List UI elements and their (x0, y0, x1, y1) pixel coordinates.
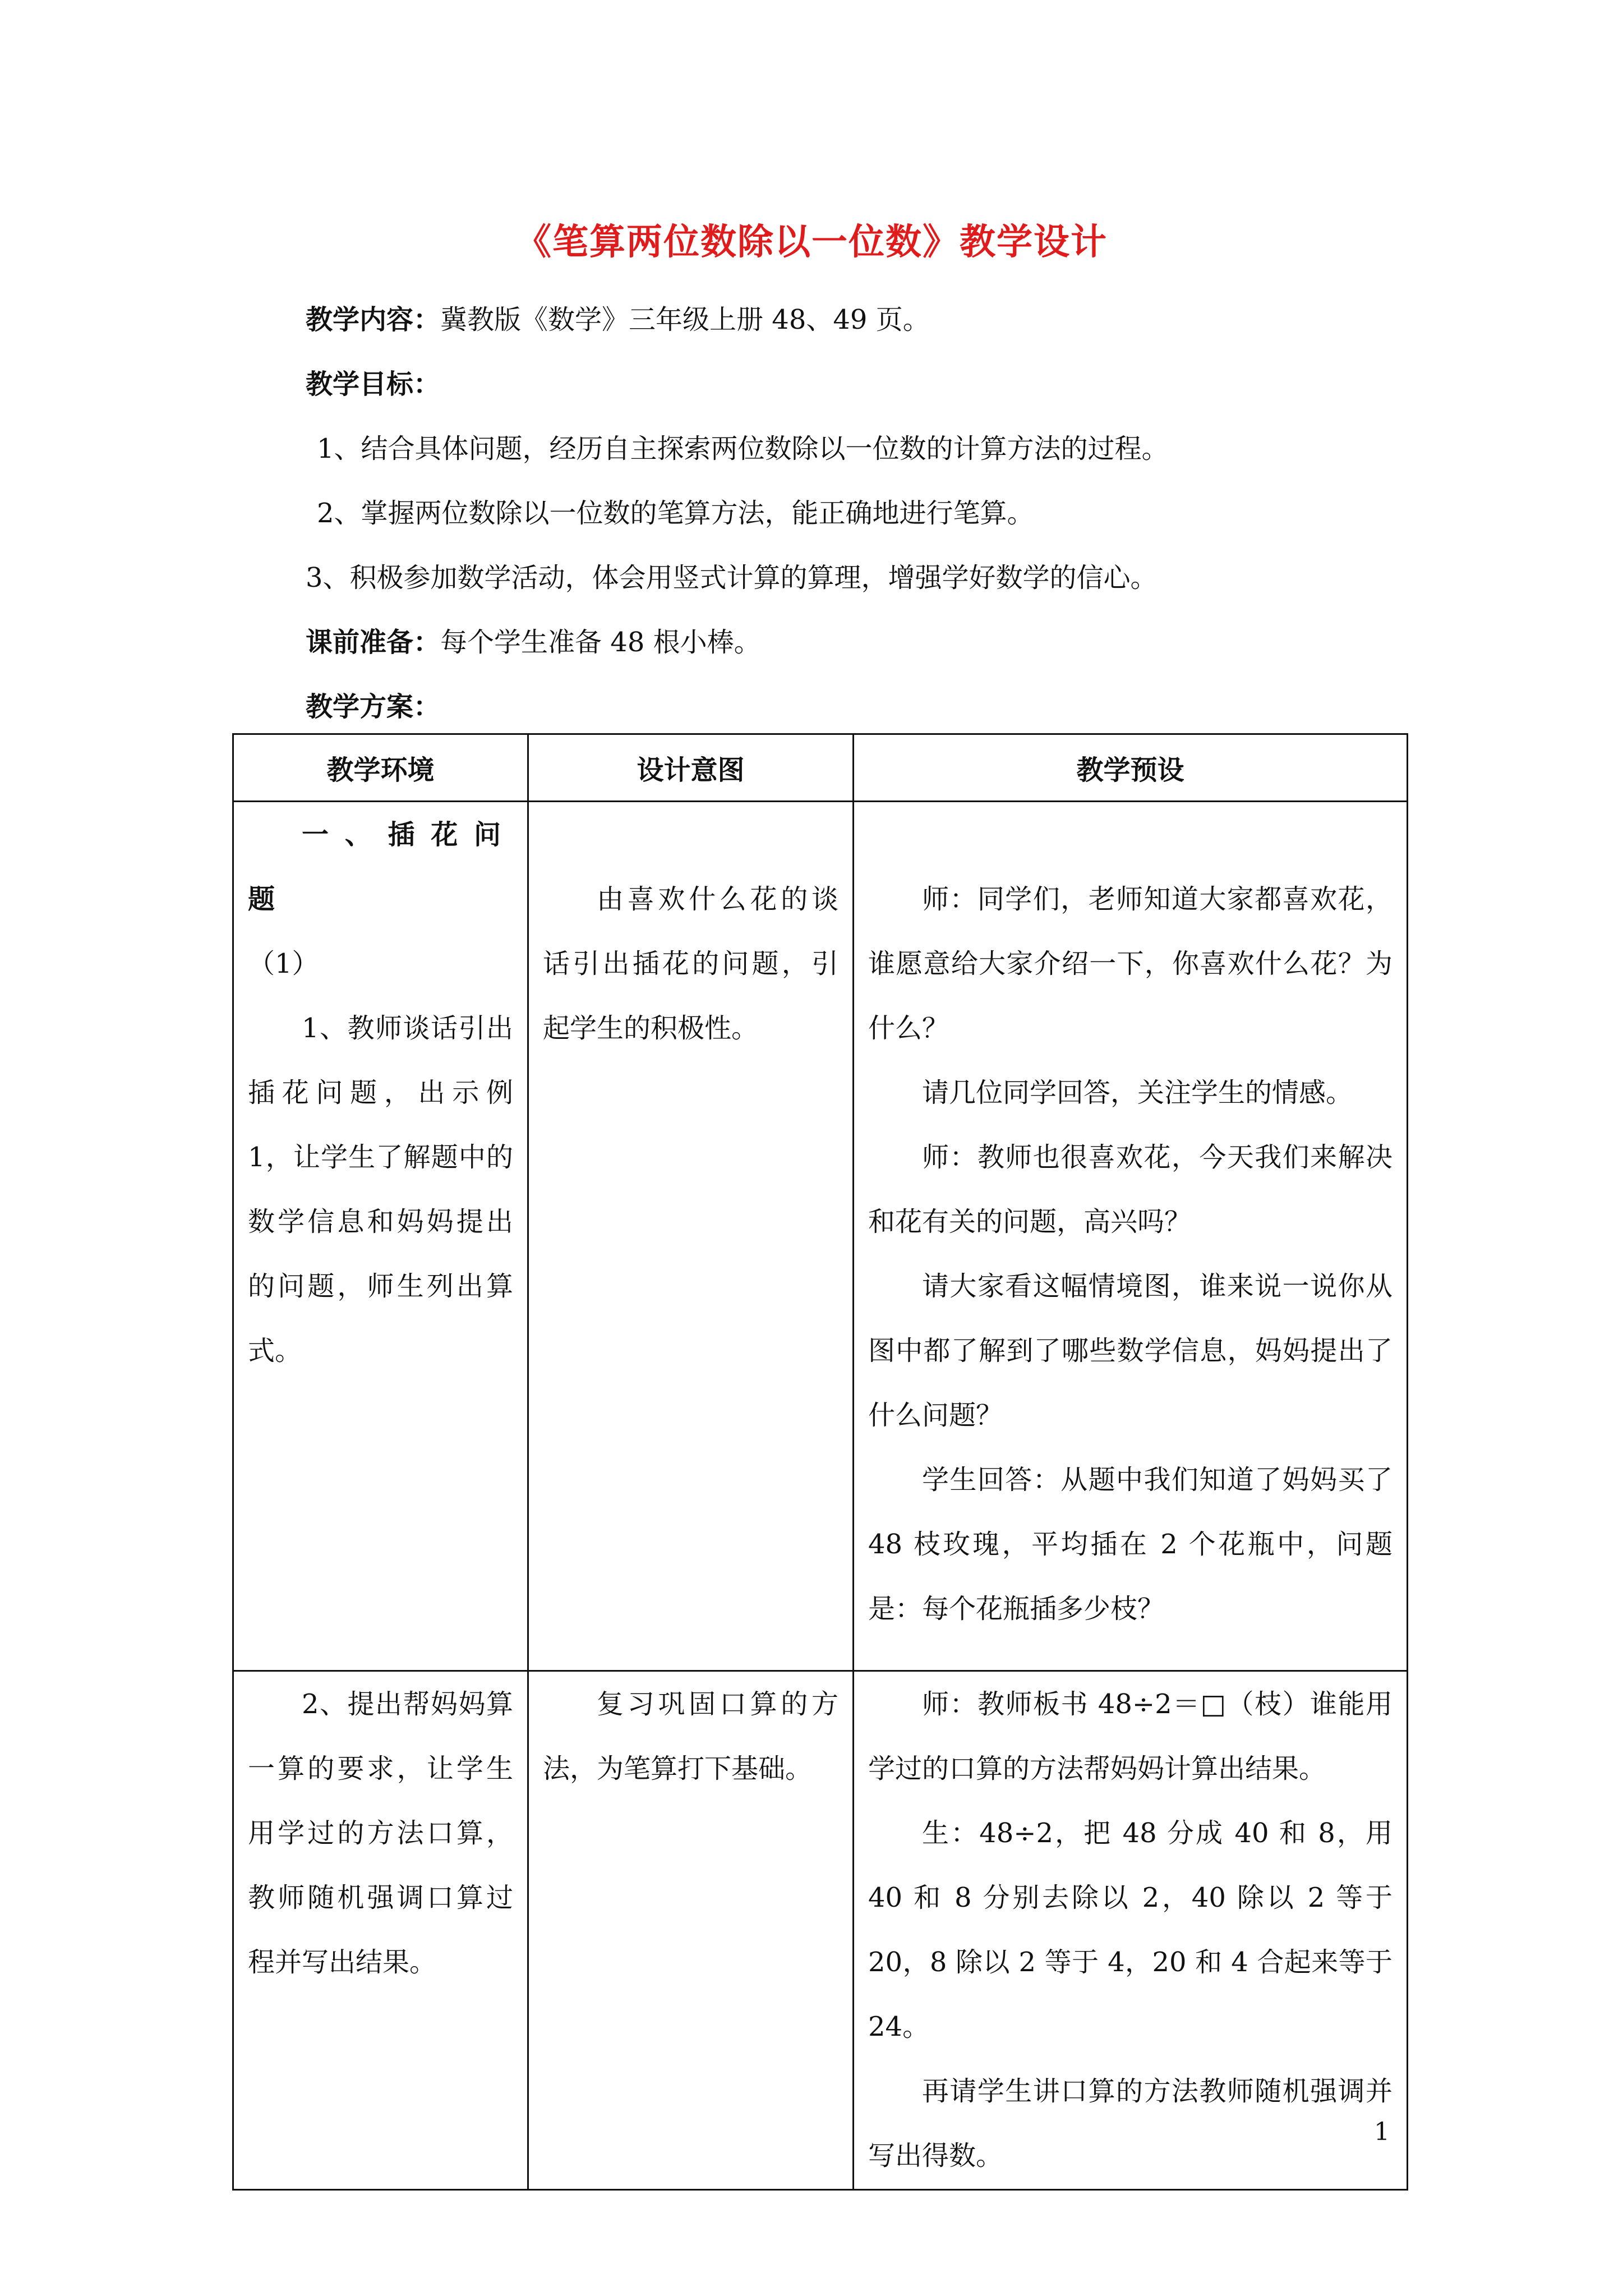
objective-item: 1、结合具体问题，经历自主探索两位数除以一位数的计算方法的过程。 (317, 433, 1169, 464)
teaching-plan-table (232, 733, 1408, 2191)
objectives-label: 教学目标： (306, 369, 441, 400)
preparation-text: 每个学生准备 48 根小棒。 (440, 627, 761, 658)
preset-paragraph: 生：48÷2，把 48 分成 40 和 8，用 40 和 8 分别去除以 2，40 除以 2 等于 20，8 除以 2 等于 4，20 和 4 合起来等于 24。 (868, 1818, 1393, 2042)
table-header-row (233, 734, 1408, 802)
preset-paragraph: 再请学生讲口算的方法教师随机强调并写出得数。 (868, 2076, 1393, 2171)
intent-text: 由喜欢什么花的谈话引出插花的问题，引起学生的积极性。 (543, 884, 838, 1044)
row2-preset-cell (854, 1671, 1408, 2190)
environment-text: 2、提出帮妈妈算一算的要求，让学生用学过的方法口算，教师随机强调口算过程并写出结果。 (248, 1688, 513, 1978)
preset-paragraph: 师：同学们，老师知道大家都喜欢花，谁愿意给大家介绍一下，你喜欢什么花？为什么？ (868, 884, 1393, 1044)
row1-intent-cell (528, 802, 854, 1671)
teaching-content (306, 303, 930, 337)
row1-preset-cell (854, 802, 1408, 1671)
header-teaching-preset: 教学预设 (854, 734, 1408, 802)
objective-item: 2、掌握两位数除以一位数的笔算方法，能正确地进行笔算。 (317, 498, 1034, 529)
section-number: （1） (248, 948, 319, 979)
intent-text: 复习巩固口算的方法，为笔算打下基础。 (543, 1688, 838, 1784)
plan-label: 教学方案： (306, 691, 441, 723)
environment-text: 1、教师谈话引出插花问题，出示例 1，让学生了解题中的数学信息和妈妈提出的问题，师生列出算式。 (248, 1013, 513, 1366)
table-row (233, 802, 1408, 1671)
preset-paragraph: 师：教师也很喜欢花，今天我们来解决和花有关的问题，高兴吗？ (868, 1142, 1393, 1237)
preset-paragraph: 请几位同学回答，关注学生的情感。 (922, 1077, 1353, 1108)
section-heading: 一、插花问题 (248, 819, 513, 915)
preset-paragraph: 学生回答：从题中我们知道了妈妈买了 48 枝玫瑰，平均插在 2 个花瓶中，问题是：每个花瓶插多少枝？ (868, 1464, 1393, 1625)
row2-intent-cell (528, 1671, 854, 2190)
teaching-content-label: 教学内容： (306, 304, 441, 335)
page-number: 1 (1374, 2118, 1390, 2146)
row1-environment-cell (233, 802, 528, 1671)
document-title: 《笔算两位数除以一位数》教学设计 (515, 221, 1108, 263)
preset-paragraph: 请大家看这幅情境图，谁来说一说你从图中都了解到了哪些数学信息，妈妈提出了什么问题？ (868, 1271, 1393, 1431)
objective-item: 3、积极参加数学活动，体会用竖式计算的算理，增强学好数学的信心。 (306, 562, 1158, 593)
preset-paragraph: 师：教师板书 48÷2＝□（枝）谁能用学过的口算的方法帮妈妈计算出结果。 (868, 1688, 1393, 1784)
header-environment: 教学环境 (233, 734, 528, 802)
preparation (306, 625, 761, 659)
table-row (233, 1671, 1408, 2190)
header-design-intent: 设计意图 (528, 734, 854, 802)
row2-environment-cell (233, 1671, 528, 2190)
preparation-label: 课前准备： (306, 627, 441, 658)
teaching-content-text: 冀教版《数学》三年级上册 48、49 页。 (440, 304, 930, 335)
